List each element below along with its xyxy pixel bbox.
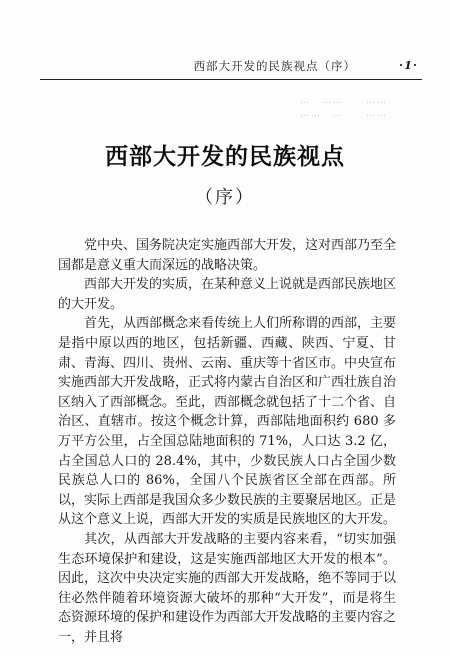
- header-rule: [40, 79, 422, 80]
- document-subtitle: （序）: [195, 187, 255, 208]
- bleed-through-marks: … …… …… …… … ……: [300, 96, 389, 119]
- paragraph: 党中央、国务院决定实施西部大开发，这对西部乃至全国都是意义重大而深远的战略决策。: [58, 238, 397, 273]
- body-text: [58, 236, 396, 647]
- running-header-title: 西部大开发的民族视点（序）: [193, 59, 356, 73]
- page-number: ·1·: [398, 58, 418, 72]
- paragraph: 首先，从西部概念来看传统上人们所称谓的西部，主要是指中原以西的地区，包括新疆、西藏、陕西、宁夏、甘肃、青海、四川、贵州、云南、重庆等十省区市。中央宣布实施西部大开发战略，正式将内蒙古自治区和广西壮族自治区纳入了西部概念。至此，西部概念就包括了十二个省、自治区、直辖市。按这个概念计算，西部陆地面积约 680 多万平方公里，占全国总陆地面积的 71%，人口达 3.2 亿，占全国总人口的 28.4%，其中，少数民族人口占全国少数民族总人口的 86%，全国八个民族省区全部在西部。所以，实际上西部是我国众多少数民族的主要聚居地区。正是从这个意义上说，西部大开发的实质是民族地区的大开发。: [58, 316, 397, 528]
- paragraph: 其次，从西部大开发战略的主要内容来看，“切实加强生态环境保护和建设，这是实施西部地区大开发的根本”。因此，这次中央决定实施的西部大开发战略，绝不等同于以往必然伴随着环境资源大破坏的那种“大开发”，而是将生态资源环境的保护和建设作为西部大开发战略的主要内容之一，并且将: [58, 531, 397, 645]
- document-title: 西部大开发的民族视点: [105, 143, 345, 170]
- running-header: [40, 58, 418, 76]
- paragraph: 西部大开发的实质，在某种意义上说就是西部民族地区的大开发。: [58, 277, 397, 312]
